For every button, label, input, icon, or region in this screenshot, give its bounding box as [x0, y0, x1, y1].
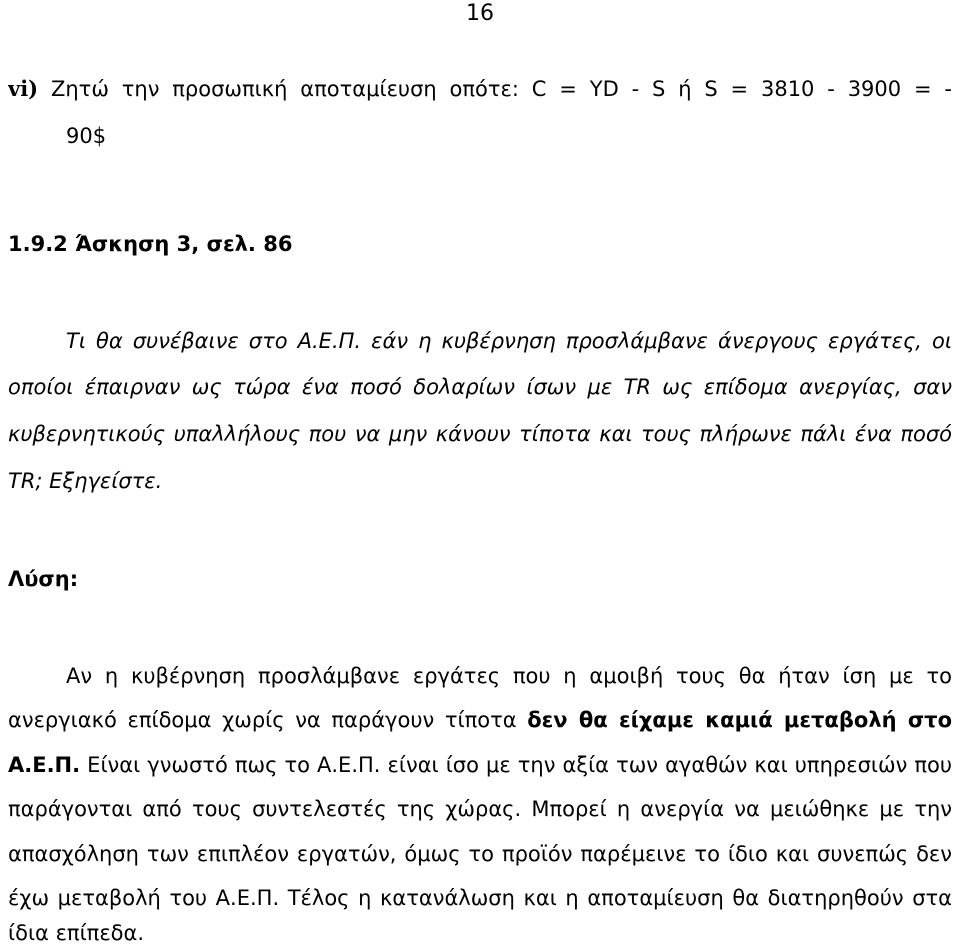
solution-line-6: έχω μεταβολή του Α.Ε.Π. Τέλος η κατανάλωση και η αποταμίευση θα διατηρηθούν στα	[8, 886, 952, 910]
solution-line-3-text: Είναι γνωστό πως το Α.Ε.Π. είναι ίσο με την αξία των αγαθών και υπηρεσιών που	[87, 753, 952, 777]
question-line-4: TR; Εξηγείστε.	[8, 469, 163, 493]
solution-line-3	[8, 751, 952, 779]
question-line-3: κυβερνητικούς υπαλλήλους που να μην κάνουν τίποτα και τους πλήρωνε πάλι ένα ποσό	[8, 422, 952, 446]
question-line-2: οποίοι έπαιρναν ως τώρα ένα ποσό δολαρίων ίσων με TR ως επίδομα ανεργίας, σαν	[8, 375, 952, 399]
question-line-1: Τι θα συνέβαινε στο Α.Ε.Π. εάν η κυβέρνηση προσλάμβανε άνεργους εργάτες, οι	[66, 329, 952, 353]
solution-line-2-bold: δεν θα είχαμε καμιά μεταβολή στο	[527, 708, 952, 732]
solution-line-2	[8, 706, 952, 734]
solution-line-7: ίδια επίπεδα.	[8, 921, 145, 945]
solution-line-3-bold: Α.Ε.Π.	[8, 753, 81, 777]
exercise-heading: 1.9.2 Άσκηση 3, σελ. 86	[8, 232, 293, 256]
solution-line-2-text: ανεργιακό επίδομα χωρίς να παράγουν τίποτα	[8, 708, 528, 732]
item-vi-line-2: 90$	[66, 124, 107, 148]
solution-line-1: Αν η κυβέρνηση προσλάμβανε εργάτες που η αμοιβή τους θα ήταν ίση με το	[66, 664, 952, 688]
solution-line-4: παράγονται από τους συντελεστές της χώρας. Μπορεί η ανεργία να μειώθηκε με την	[8, 797, 952, 821]
page-number: 16	[466, 1, 494, 26]
solution-line-5: απασχόληση των επιπλέον εργατών, όμως το προϊόν παρέμεινε το ίδιο και συνεπώς δεν	[8, 842, 952, 866]
solution-label: Λύση:	[8, 567, 79, 591]
item-vi-text-1: Ζητώ την προσωπική αποταμίευση οπότε: C = YD - S ή S = 3810 - 3900 = -	[50, 77, 952, 101]
item-vi-marker: vi)	[8, 76, 39, 101]
item-vi-line-1	[8, 75, 952, 103]
